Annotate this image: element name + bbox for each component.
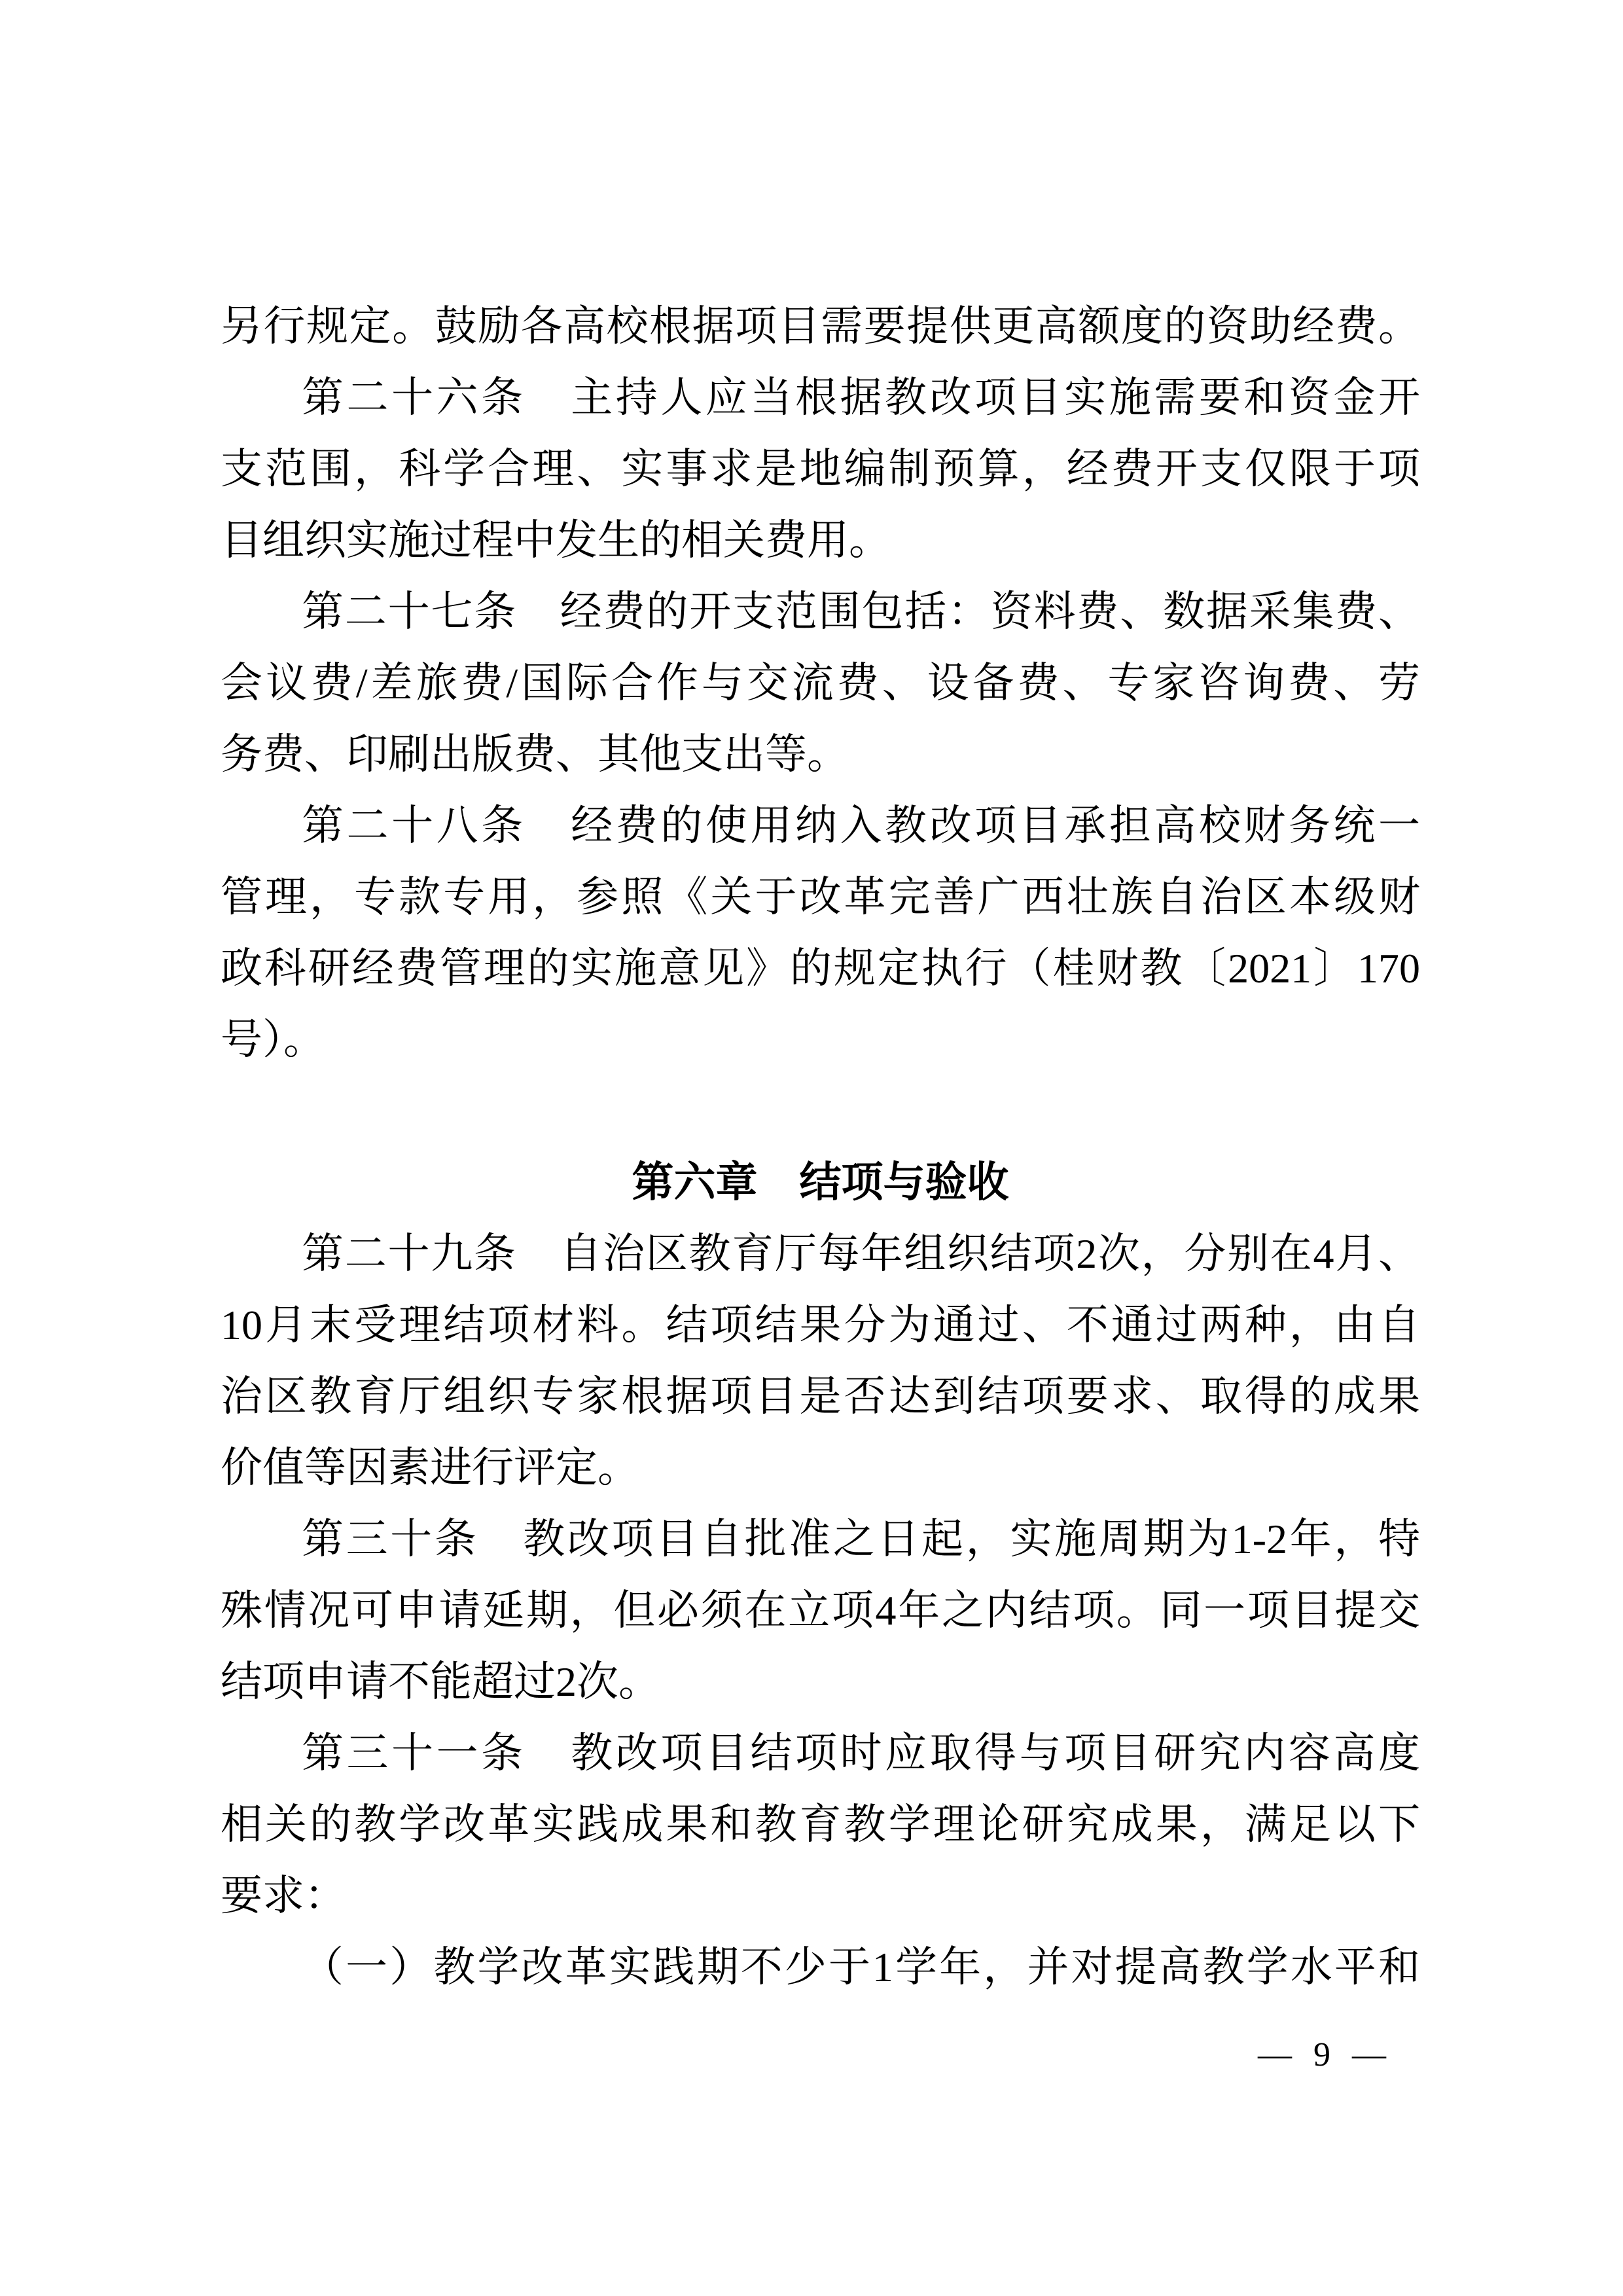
text-line: 管理，专款专用，参照《关于改革完善广西壮族自治区本级财	[221, 874, 1420, 920]
text-line: 第二十六条 主持人应当根据教改项目实施需要和资金开	[302, 374, 1420, 421]
text-line: 号）。	[221, 1016, 325, 1063]
text-line: 另行规定。鼓励各高校根据项目需要提供更高额度的资助经费。	[221, 303, 1420, 350]
text-line: 第二十七条 经费的开支范围包括：资料费、数据采集费、	[302, 588, 1420, 635]
text-line: 第二十八条 经费的使用纳入教改项目承担高校财务统一	[302, 802, 1420, 849]
text-line: 要求：	[221, 1873, 346, 1919]
text-line: 会议费/差旅费/国际合作与交流费、设备费、专家咨询费、劳	[221, 660, 1420, 706]
text-line: 相关的教学改革实践成果和教育教学理论研究成果，满足以下	[221, 1801, 1420, 1848]
text-line: 务费、印刷出版费、其他支出等。	[221, 731, 849, 778]
text-line: 治区教育厅组织专家根据项目是否达到结项要求、取得的成果	[221, 1373, 1420, 1420]
text-line: 殊情况可申请延期，但必须在立项4年之内结项。同一项目提交	[221, 1587, 1420, 1634]
text-line: 第三十一条 教改项目结项时应取得与项目研究内容高度	[302, 1730, 1420, 1776]
text-line: 10月末受理结项材料。结项结果分为通过、不通过两种，由自	[221, 1302, 1420, 1348]
page-number: — 9 —	[1258, 2036, 1393, 2073]
text-line: （一）教学改革实践期不少于1学年，并对提高教学水平和	[302, 1944, 1420, 1990]
text-line: 第三十条 教改项目自批准之日起，实施周期为1-2年，特	[302, 1516, 1420, 1562]
text-line: 政科研经费管理的实施意见》的规定执行（桂财教〔2021〕170	[221, 945, 1420, 992]
text-line: 第二十九条 自治区教育厅每年组织结项2次，分别在4月、	[302, 1230, 1420, 1277]
text-line: 目组织实施过程中发生的相关费用。	[221, 517, 891, 564]
text-line: 价值等因素进行评定。	[221, 1444, 639, 1491]
chapter-heading: 第六章 结项与验收	[632, 1158, 1009, 1206]
text-line: 支范围，科学合理、实事求是地编制预算，经费开支仅限于项	[221, 446, 1420, 492]
text-line: 结项申请不能超过2次。	[221, 1659, 660, 1705]
document-body	[221, 291, 1420, 2003]
